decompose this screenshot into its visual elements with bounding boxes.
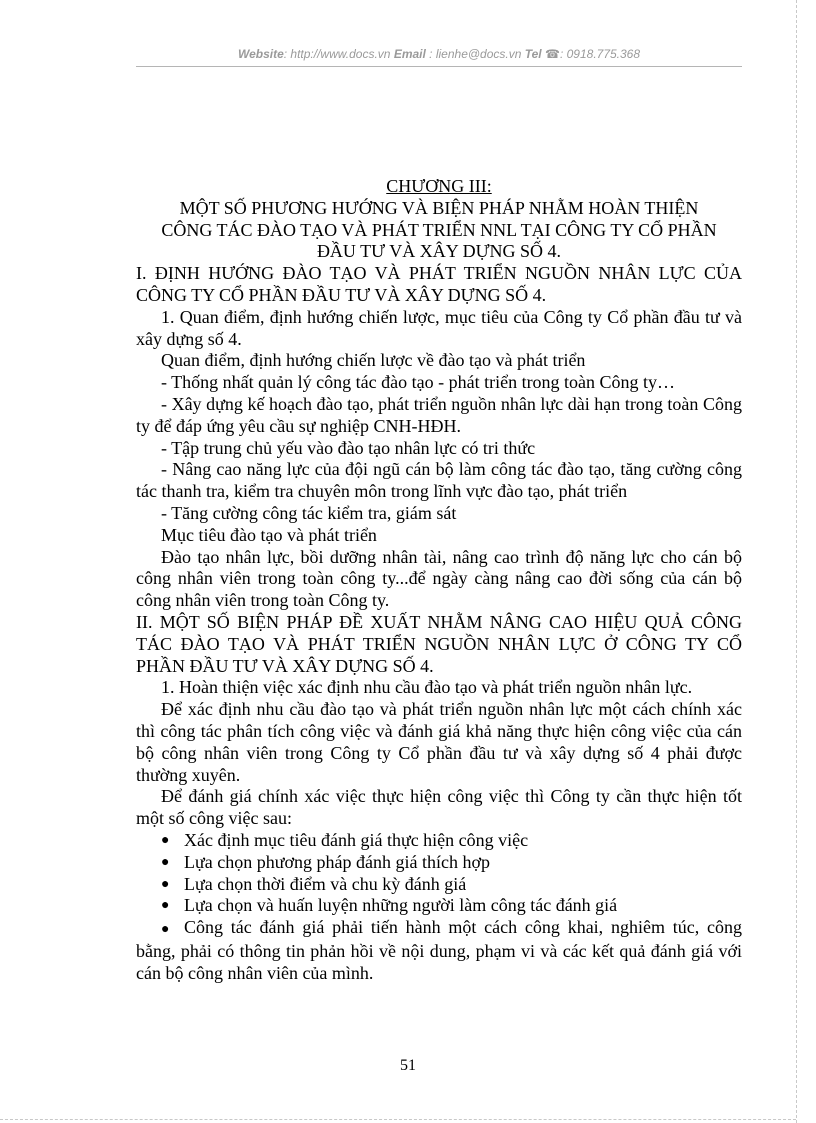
bullet-item xyxy=(136,895,742,917)
bullet-item xyxy=(136,852,742,874)
bullet-text: Lựa chọn và huấn luyện những người làm công tác đánh giá xyxy=(184,895,618,916)
email-value: : lienhe@docs.vn xyxy=(429,47,522,61)
page-header xyxy=(136,47,742,61)
dash-item: - Tập trung chủ yếu vào đào tạo nhân lực có tri thức xyxy=(161,437,536,458)
section-1-heading: I. ĐỊNH HƯỚNG ĐÀO TẠO VÀ PHÁT TRIỂN NGUỒN NHÂN LỰC CỦA CÔNG TY CỔ PHẦN ĐẦU TƯ VÀ XÂY DỰNG SỐ 4. xyxy=(136,263,742,305)
section-1-subheading: 1. Quan điểm, định hướng chiến lược, mục tiêu của Công ty Cổ phần đầu tư và xây dựng số 4. xyxy=(136,306,742,349)
website-value: : http://www.docs.vn xyxy=(283,47,391,61)
bullet-text: Lựa chọn thời điểm và chu kỳ đánh giá xyxy=(184,873,467,894)
bullet-text: Công tác đánh giá phải tiến hành một cách công khai, nghiêm túc, công bằng, phải có thông tin phản hồi về nội dung, phạm vi và các kết quả đánh giá với cán bộ công nhân viên của mình. xyxy=(136,917,742,983)
phone-icon: ☎ xyxy=(545,47,560,61)
bullet-item xyxy=(136,874,742,896)
bullet-icon: ● xyxy=(161,922,170,938)
paragraph: Mục tiêu đào tạo và phát triển xyxy=(161,524,377,545)
bullet-icon: ● xyxy=(161,854,170,870)
paragraph: Để xác định nhu cầu đào tạo và phát triển nguồn nhân lực một cách chính xác thì công tác phân tích công việc và đánh giá khả năng thực hiện công việc của cán bộ công nhân viên trong Công ty Cổ phần đầu tư và xây dựng số 4 phải được thường xuyên. xyxy=(136,699,742,785)
dash-item: - Tăng cường công tác kiểm tra, giám sát xyxy=(161,502,457,523)
header-divider xyxy=(136,66,742,67)
document-body xyxy=(136,176,742,984)
tel-value: : 0918.775.368 xyxy=(559,47,641,61)
section-2-heading: II. MỘT SỐ BIỆN PHÁP ĐỀ XUẤT NHẰM NÂNG CAO HIỆU QUẢ CÔNG TÁC ĐÀO TẠO VÀ PHÁT TRIỂN NGUỒN NHÂN LỰC Ở CÔNG TY CỔ PHẦN ĐẦU TƯ VÀ XÂY DỰNG SỐ 4. xyxy=(136,611,742,676)
paragraph: Quan điểm, định hướng chiến lược về đào tạo và phát triển xyxy=(161,350,586,371)
website-label: Website xyxy=(237,47,284,61)
email-label: Email xyxy=(393,47,426,61)
bullet-icon: ● xyxy=(161,898,170,914)
bullet-text: Lựa chọn phương pháp đánh giá thích hợp xyxy=(184,851,490,872)
section-2-subheading: 1. Hoàn thiện việc xác định nhu cầu đào tạo và phát triển nguồn nhân lực. xyxy=(161,677,693,698)
title-line-2: CÔNG TÁC ĐÀO TẠO VÀ PHÁT TRIỂN NNL TẠI CÔNG TY CỔ PHẦN xyxy=(161,219,717,240)
dash-item: - Thống nhất quản lý công tác đào tạo - phát triển trong toàn Công ty… xyxy=(161,372,676,393)
paragraph: Đào tạo nhân lực, bồi dưỡng nhân tài, nâng cao trình độ năng lực cho cán bộ công nhân viên trong toàn công ty...để ngày càng nâng cao đời sống của cán bộ công nhân viên trong toàn Công ty. xyxy=(136,546,742,611)
dash-item: - Xây dựng kế hoạch đào tạo, phát triển nguồn nhân lực dài hạn trong toàn Công ty để đáp ứng yêu cầu sự nghiệp CNH-HĐH. xyxy=(136,393,742,436)
page-number: 51 xyxy=(400,1057,416,1074)
bullet-icon: ● xyxy=(161,876,170,892)
bullet-text: Xác định mục tiêu đánh giá thực hiện công việc xyxy=(184,829,529,850)
page-border-bottom xyxy=(0,1119,796,1120)
tel-label: Tel xyxy=(524,47,542,61)
title-line-3: ĐẦU TƯ VÀ XÂY DỰNG SỐ 4. xyxy=(316,241,562,262)
bullet-item xyxy=(136,830,742,852)
chapter-title: CHƯƠNG III: xyxy=(386,176,492,196)
page-border-right xyxy=(796,0,797,1123)
dash-item: - Nâng cao năng lực của đội ngũ cán bộ làm công tác đào tạo, tăng cường công tác thanh tra, kiểm tra chuyên môn trong lĩnh vực đào tạo, phát triển xyxy=(136,459,742,502)
bullet-item xyxy=(136,917,742,984)
title-line-1: MỘT SỐ PHƯƠNG HƯỚNG VÀ BIỆN PHÁP NHẰM HOÀN THIỆN xyxy=(179,197,699,218)
bullet-icon: ● xyxy=(161,832,170,848)
paragraph: Để đánh giá chính xác việc thực hiện công việc thì Công ty cần thực hiện tốt một số công việc sau: xyxy=(136,786,742,829)
